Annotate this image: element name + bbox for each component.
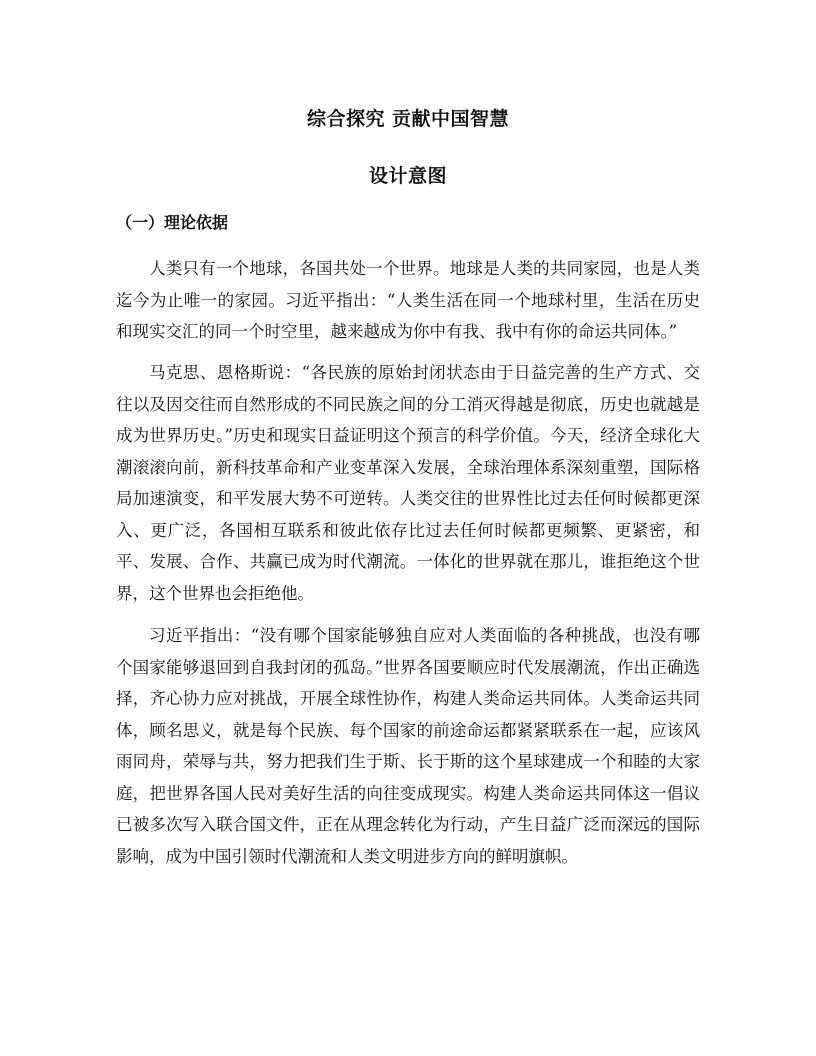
document-subtitle: 设计意图 [368,165,447,187]
section-heading: （一）理论依据 [116,213,229,232]
paragraph-2: 马克思、恩格斯说：“各民族的原始封闭状态由于日益完善的生产方式、交往以及因交往而自然形成的不同民族之间的分工消灭得越是彻底，历史也就越是成为世界历史。”历史和现实日益证明这个预言的科学价值。今天，经济全球化大潮滚滚向前，新科技革命和产业变革深入发展，全球治理体系深刻重塑，国际格局加速演变，和平发展大势不可逆转。人类交往的世界性比过去任何时候都更深入、更广泛，各国相互联系和彼此依存比过去任何时候都更频繁、更紧密，和平、发展、合作、共赢已成为时代潮流。一体化的世界就在那儿，谁拒绝这个世界，这个世界也会拒绝他。 [116,363,700,603]
paragraph-1: 人类只有一个地球，各国共处一个世界。地球是人类的共同家园，也是人类迄今为止唯一的家园。习近平指出：“人类生活在同一个地球村里，生活在历史和现实交汇的同一个时空里，越来越成为你中有我、我中有你的命运共同体。” [116,259,700,341]
document-title: 综合探究 贡献中国智慧 [306,108,510,130]
paragraph-3: 习近平指出：“没有哪个国家能够独自应对人类面临的各种挑战，也没有哪个国家能够退回到自我封闭的孤岛。”世界各国要顺应时代发展潮流，作出正确选择，齐心协力应对挑战，开展全球性协作，构建人类命运共同体。人类命运共同体，顾名思义，就是每个民族、每个国家的前途命运都紧紧联系在一起，应该风雨同舟，荣辱与共，努力把我们生于斯、长于斯的这个星球建成一个和睦的大家庭，把世界各国人民对美好生活的向往变成现实。构建人类命运共同体这一倡议已被多次写入联合国文件，正在从理念转化为行动，产生日益广泛而深远的国际影响，成为中国引领时代潮流和人类文明进步方向的鲜明旗帜。 [116,626,700,866]
